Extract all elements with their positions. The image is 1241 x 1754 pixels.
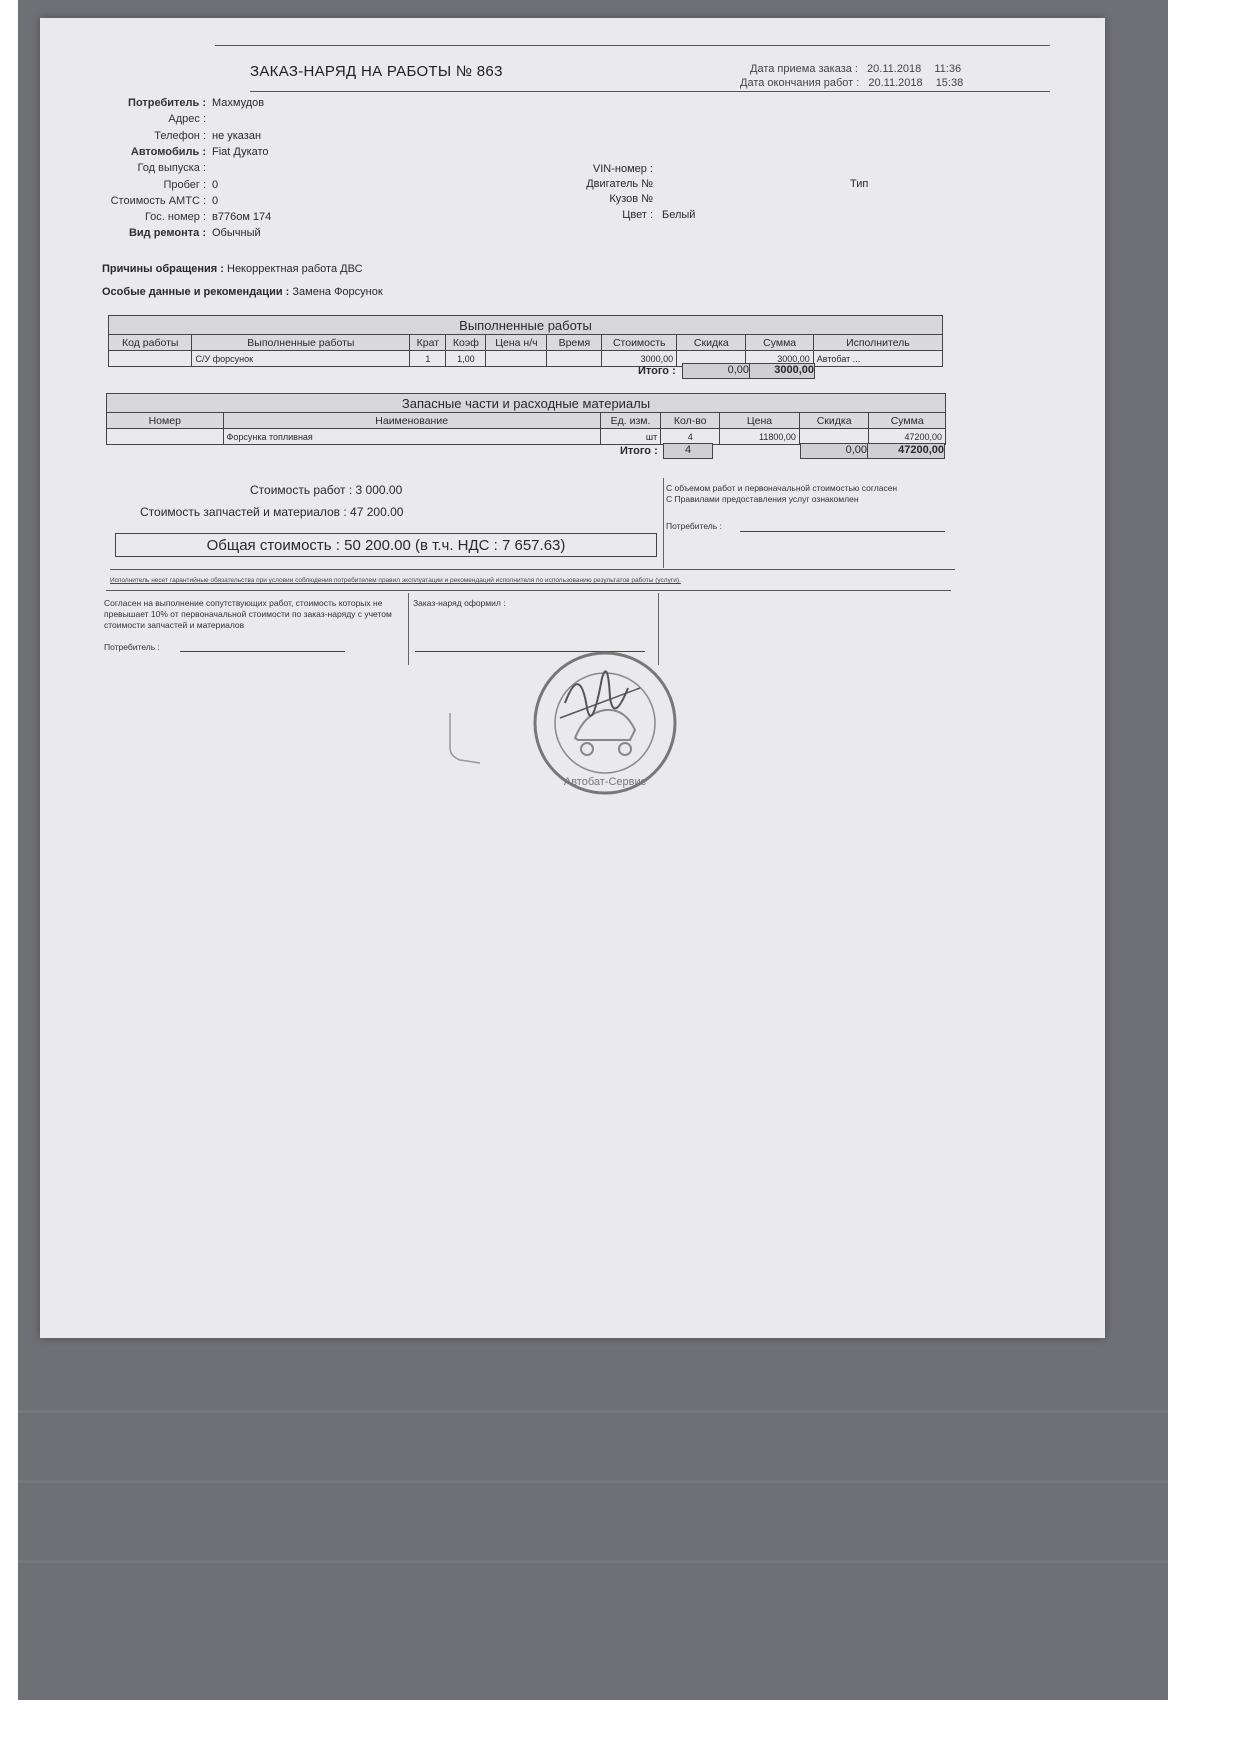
order-finished-date: 20.11.2018 <box>868 77 923 89</box>
works-column-header: Время <box>547 335 602 351</box>
works-column-header: Коэф <box>446 335 486 351</box>
footer-rule <box>106 590 951 591</box>
summary-rule <box>110 569 955 570</box>
parts-cost: Стоимость запчастей и материалов : 47 200.00 <box>140 505 404 519</box>
grand-total: Общая стоимость : 50 200.00 (в т.ч. НДС : 7 657.63) <box>206 536 566 554</box>
footer-divider-left <box>408 593 409 665</box>
works-column-header: Скидка <box>677 335 746 351</box>
customer-field-value: в776ом 174 <box>212 211 272 224</box>
vin-label: VIN-номер : <box>592 163 653 175</box>
works-column-header: Крат <box>410 335 446 351</box>
parts-table-caption: Запасные части и расходные материалы <box>107 394 946 413</box>
customer-field-value: Махмудов <box>212 97 265 109</box>
customer-field-value: Fiat Дукато <box>212 145 269 158</box>
customer-field-label: Стоимость АМТС : <box>110 194 206 207</box>
parts-column-header: Скидка <box>799 413 868 429</box>
works-total-discount: 0,00 <box>682 363 750 379</box>
customer-field-label: Адрес : <box>168 113 206 126</box>
parts-column-header: Ед. изм. <box>600 413 660 429</box>
engine-label: Двигатель № <box>586 178 653 190</box>
grand-total-box <box>115 533 657 557</box>
color-value: Белый <box>662 209 696 221</box>
customer-field-label: Год выпуска : <box>137 162 206 175</box>
parts-cell-qty: 4 <box>661 429 720 445</box>
customer-field-label: Пробег : <box>163 178 206 191</box>
parts-total-discount: 0,00 <box>800 443 868 459</box>
works-table <box>108 315 943 367</box>
parts-table-header <box>107 413 946 429</box>
parts-cell-name: Форсунка топливная <box>223 429 600 445</box>
summary-divider <box>663 478 664 568</box>
customer-field-label: Телефон : <box>154 129 206 142</box>
parts-column-header: Кол-во <box>661 413 720 429</box>
parts-cell-unit: шт <box>600 429 660 445</box>
customer-field-value: Обычный <box>212 227 261 240</box>
company-stamp-icon <box>525 643 685 803</box>
parts-cell-price: 11800,00 <box>720 429 800 445</box>
works-cell-price <box>486 351 547 367</box>
consent-sign-label: Потребитель : <box>104 642 160 652</box>
parts-total-qty: 4 <box>663 443 713 459</box>
works-table-row <box>109 351 943 367</box>
type-label: Тип <box>850 178 869 190</box>
scan-streak <box>18 1480 1168 1483</box>
works-cell-cost: 3000,00 <box>602 351 677 367</box>
parts-table <box>106 393 946 445</box>
works-cell-executor: Автобат ... <box>813 351 942 367</box>
order-received-time: 11:36 <box>934 63 962 75</box>
parts-cell-sum: 47200,00 <box>869 429 946 445</box>
customer-field-value: 0 <box>212 194 219 207</box>
scan-streak <box>18 1560 1168 1563</box>
consent-sign-line <box>180 651 345 652</box>
works-column-header: Цена н/ч <box>486 335 547 351</box>
agreement-scope: С объемом работ и первоначальной стоимостью согласен <box>666 483 898 493</box>
consent-text: Согласен на выполнение сопутствующих работ, стоимость которых не превышает 10% от первоначальной стоимости по заказ-наряду с учетом стоимости запчастей и материалов <box>104 598 392 630</box>
order-received-date: 20.11.2018 <box>867 63 922 75</box>
agreement-rules: С Правилами предоставления услуг ознакомлен <box>666 494 859 504</box>
customer-field-label: Потребитель : <box>128 97 206 109</box>
order-received <box>750 63 961 75</box>
works-cell-time <box>547 351 602 367</box>
parts-total-label: Итого : <box>620 445 658 457</box>
color-label: Цвет : <box>622 209 653 221</box>
works-cell-krat: 1 <box>410 351 446 367</box>
parts-cell-number <box>107 429 224 445</box>
paper-sheet <box>40 18 1105 1338</box>
notes-label: Особые данные и рекомендации : <box>102 286 290 298</box>
works-cost: Стоимость работ : 3 000.00 <box>250 483 403 497</box>
notes-row <box>102 286 383 298</box>
parts-column-header: Наименование <box>223 413 600 429</box>
header-rule <box>215 45 1050 46</box>
customer-field-value: 0 <box>212 178 219 191</box>
issued-label: Заказ-наряд оформил : <box>413 598 506 608</box>
customer-field-label: Гос. номер : <box>144 211 206 224</box>
works-column-header: Выполненные работы <box>192 335 410 351</box>
order-received-label: Дата приема заказа : <box>750 63 858 75</box>
works-cell-koef: 1,00 <box>446 351 486 367</box>
header-underline <box>250 91 1050 92</box>
body-label: Кузов № <box>609 193 653 205</box>
stamp-text: Автобат-Сервис <box>563 776 647 788</box>
works-cell-name: С/У форсунок <box>192 351 410 367</box>
customer-field-label: Автомобиль : <box>130 145 206 158</box>
consumer-sign-label: Потребитель : <box>666 521 722 531</box>
order-finished-time: 15:38 <box>935 77 964 89</box>
works-column-header: Код работы <box>109 335 192 351</box>
reason-value: Некорректная работа ДВС <box>227 263 363 275</box>
order-finished <box>740 77 963 89</box>
consumer-sign-line <box>740 531 945 532</box>
parts-column-header: Цена <box>720 413 800 429</box>
works-cell-sum: 3000,00 <box>746 351 813 367</box>
order-finished-label: Дата окончания работ : <box>740 77 860 89</box>
document-title: ЗАКАЗ-НАРЯД НА РАБОТЫ № 863 <box>250 63 503 80</box>
works-column-header: Сумма <box>746 335 813 351</box>
works-column-header: Исполнитель <box>813 335 942 351</box>
scan-streak <box>18 1410 1168 1413</box>
works-column-header: Стоимость <box>602 335 677 351</box>
reason-label: Причины обращения : <box>102 263 224 275</box>
works-table-caption: Выполненные работы <box>109 316 943 335</box>
warranty-note: Исполнитель несет гарантийные обязательства при условии соблюдения потребителем правил эксплуатации и рекомендаций исполнителя по использованию результатов работы (услуги). <box>110 577 681 584</box>
customer-field-value: не указан <box>212 129 262 142</box>
works-total-label: Итого : <box>638 365 676 377</box>
works-cell-code <box>109 351 192 367</box>
works-table-header <box>109 335 943 351</box>
parts-total-sum: 47200,00 <box>867 443 945 459</box>
notes-value: Замена Форсунок <box>292 286 383 298</box>
parts-column-header: Сумма <box>869 413 946 429</box>
stray-mark-icon <box>435 708 485 768</box>
customer-field-label: Вид ремонта : <box>128 227 206 240</box>
parts-column-header: Номер <box>107 413 224 429</box>
reason-row <box>102 263 363 275</box>
works-total-sum: 3000,00 <box>749 363 815 379</box>
